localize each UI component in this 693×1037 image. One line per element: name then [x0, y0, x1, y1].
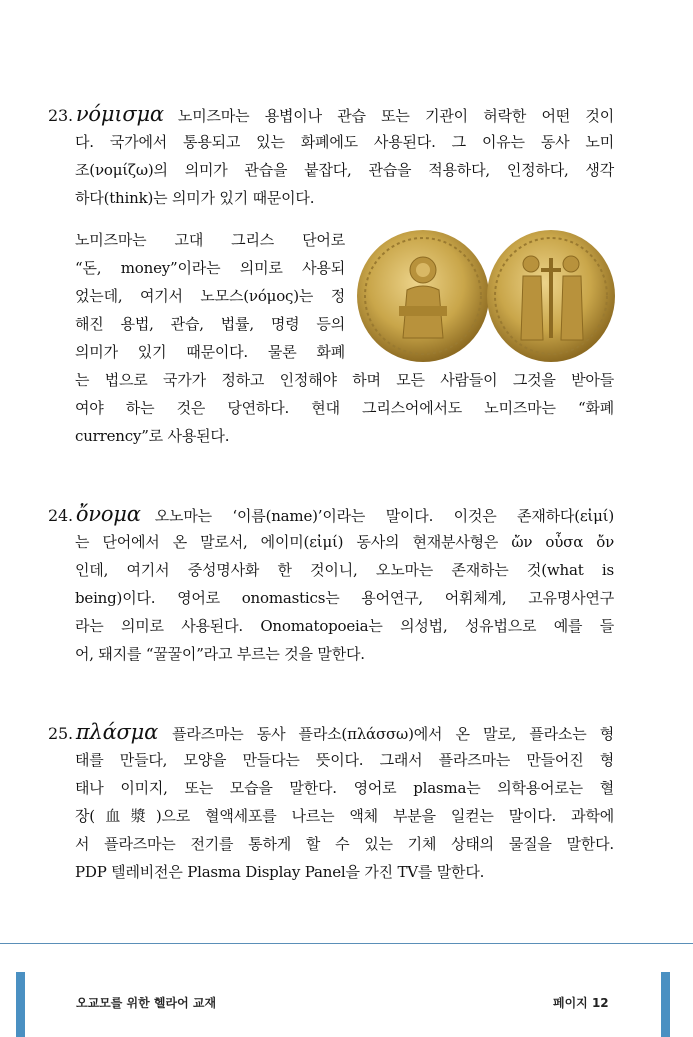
entry-text: PDP 텔레비전은 Plasma Display Panel을 가진 TV를 말한다.: [75, 863, 485, 881]
entry-text: 해진 용법, 관습, 법률, 명령 등의: [75, 315, 345, 333]
entry-text: 조(νομίζω)의 의미가 관습을 붙잡다, 관습을 적용하다, 인정하다, 생각: [75, 161, 614, 179]
entry-text: 었는데, 여기서 노모스(νόμος)는 정: [75, 287, 345, 305]
entry-text: 는 단어에서 온 말로서, 에이미(εἰμί) 동사의 현재분사형은 ὤν οὖσα ὄν: [75, 533, 614, 551]
entry-text: 다. 국가에서 통용되고 있는 화폐에도 사용된다. 그 이유는 동사 노미: [75, 133, 614, 151]
entry-23: [48, 100, 614, 212]
entry-text: 태나 이미지, 또는 모습을 말한다. 영어로 plasma는 의학용어로는 혈: [75, 779, 614, 797]
entry-number: 24.: [48, 506, 73, 525]
entry-text: 어, 돼지를 “꿀꿀이”라고 부르는 것을 말한다.: [75, 645, 365, 663]
coin-obverse: [357, 230, 489, 362]
entry-text: 여야 하는 것은 당연하다. 현대 그리스어에서도 노미즈마는 “화폐: [75, 399, 614, 417]
entry-text: 오노마는 ‘이름(name)’이라는 말이다. 이것은 존재하다(εἰμί): [154, 507, 614, 525]
entry-text: 플라즈마는 동사 플라소(πλάσσω)에서 온 말로, 플라소는 형: [172, 725, 614, 743]
entry-text: 인데, 여기서 중성명사화 한 것이니, 오노마는 존재하는 것(what is: [75, 561, 614, 579]
entry-text: 태를 만들다, 모양을 만들다는 뜻이다. 그래서 플라즈마는 만들어진 형: [75, 751, 614, 769]
entry-text: 하다(think)는 의미가 있기 때문이다.: [75, 189, 315, 207]
footer-accent-bar-right: [661, 972, 670, 1037]
entry-text: 의미가 있기 때문이다. 물론 화폐: [75, 343, 345, 361]
footer-accent-bar-left: [16, 972, 25, 1037]
entry-text: 는 법으로 국가가 정하고 인정해야 하며 모든 사람들이 그것을 받아들: [75, 371, 614, 389]
entry-text: 장(血漿)으로 혈액세포를 나르는 액체 부분을 일컫는 말이다. 과학에: [75, 807, 614, 825]
coin-image: [355, 228, 615, 363]
entry-number: 23.: [48, 106, 73, 125]
entry-first-line: [48, 500, 614, 528]
entry-25: [48, 718, 614, 886]
entry-number: 25.: [48, 724, 73, 743]
entry-text: 노미즈마는 고대 그리스 단어로: [75, 231, 345, 249]
entry-first-line: [48, 718, 614, 746]
footer-title: 오교모를 위한 헬라어 교재: [76, 996, 217, 1010]
entry-text: 노미즈마는 용볍이나 관습 또는 기관이 허락한 어떤 것이: [177, 107, 614, 125]
page-number: 페이지 12: [553, 996, 609, 1010]
greek-word: πλάσμα: [75, 720, 159, 744]
entry-first-line: [48, 100, 614, 128]
greek-word: νόμισμα: [75, 102, 164, 126]
entry-24: [48, 500, 614, 668]
entry-text: 라는 의미로 사용된다. Onomatopoeia는 의성법, 성유법으로 예를 들: [75, 617, 614, 635]
footer-divider: [0, 943, 693, 944]
entry-text: “돈, money”이라는 의미로 사용되: [75, 259, 345, 277]
entry-text: currency”로 사용된다.: [75, 427, 230, 445]
greek-word: ὄνομα: [75, 502, 141, 526]
coin-reverse: [487, 230, 615, 362]
entry-text: being)이다. 영어로 onomastics는 용어연구, 어휘체계, 고유명사연구: [75, 589, 614, 607]
entry-text: 서 플라즈마는 전기를 통하게 할 수 있는 기체 상태의 물질을 말한다.: [75, 835, 614, 853]
